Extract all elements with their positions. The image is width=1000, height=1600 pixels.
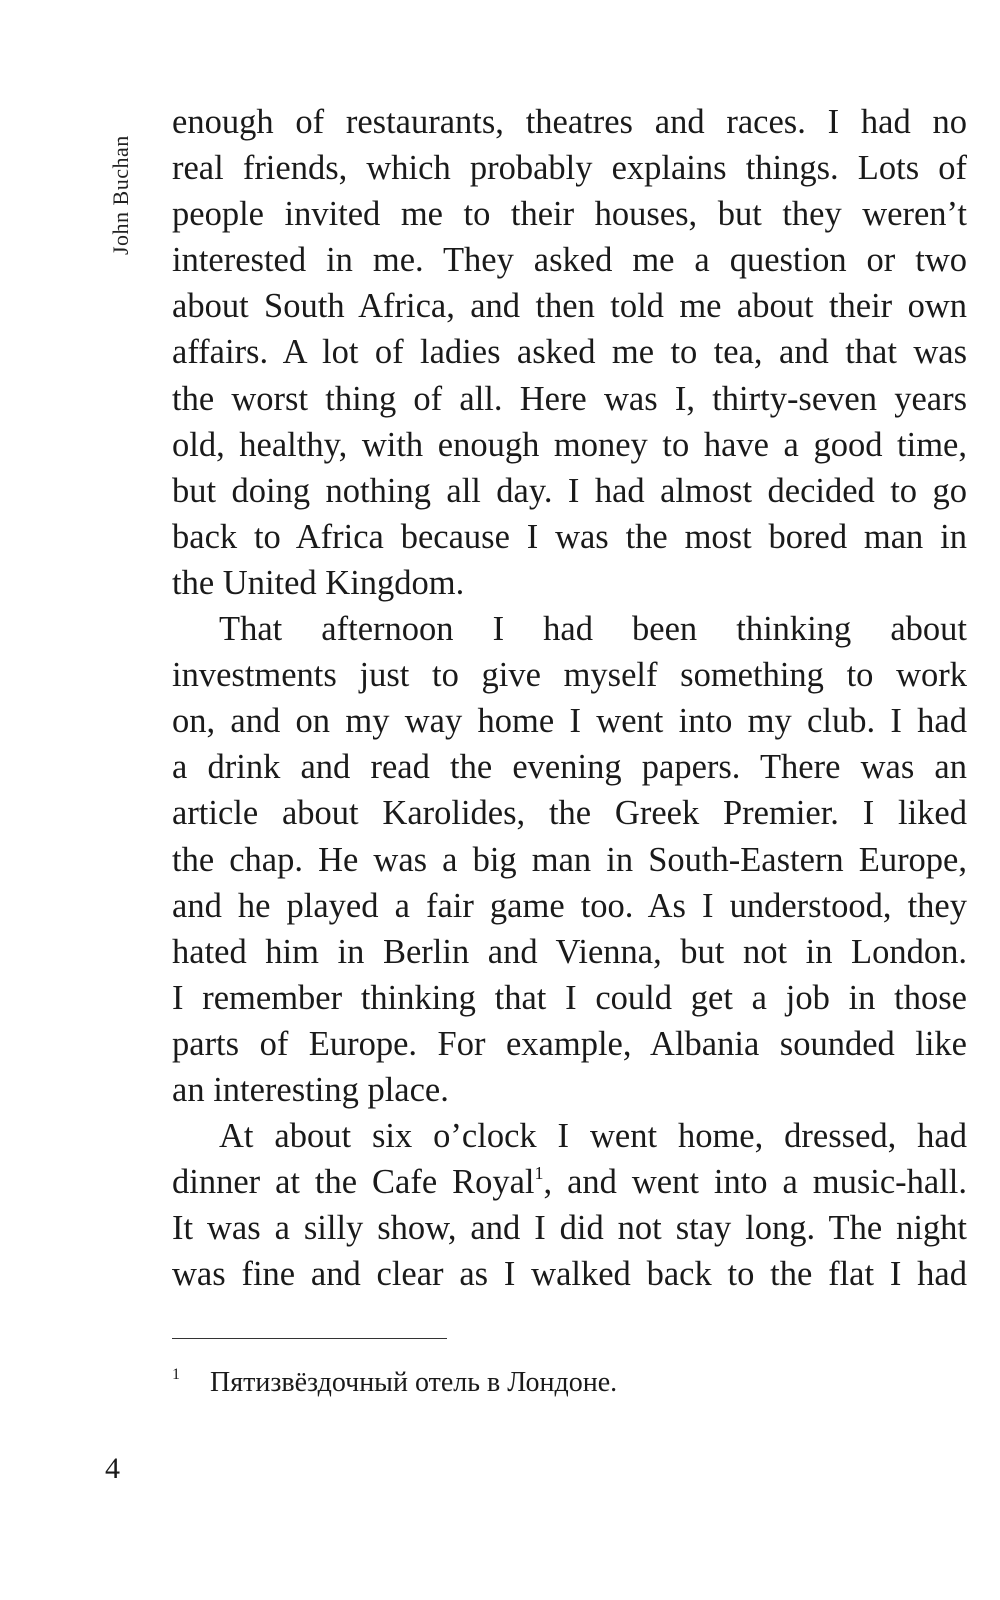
- text-line: but doing nothing all day. I had almost decided to go: [172, 471, 967, 510]
- text-line: real friends, which probably explains things. Lots of: [172, 149, 967, 188]
- running-head-author: John Buchan: [108, 135, 133, 255]
- page-number: 4: [105, 1452, 120, 1485]
- text-line: on, and on my way home I went into my club. I had: [172, 702, 967, 741]
- text-line: an interesting place.: [172, 1070, 449, 1109]
- text-segment: , and went into a music-hall.: [543, 1163, 967, 1202]
- text-line: and he played a fair game too. As I understood, they: [172, 886, 967, 925]
- footnote-text: Пятизвёздочный отель в Лондоне.: [210, 1367, 618, 1398]
- footnote-divider: [172, 1338, 447, 1339]
- text-line: old, healthy, with enough money to have a good time,: [172, 425, 967, 464]
- text-line: was fine and clear as I walked back to the flat I had: [172, 1255, 967, 1294]
- text-line: the worst thing of all. Here was I, thirty-seven years: [172, 379, 967, 418]
- text-line: the United Kingdom.: [172, 563, 465, 602]
- text-line: It was a silly show, and I did not stay long. The night: [172, 1209, 967, 1248]
- text-line: interested in me. They asked me a question or two: [172, 241, 967, 280]
- text-segment: dinner at the Cafe Royal: [172, 1163, 535, 1202]
- text-line: back to Africa because I was the most bored man in: [172, 517, 967, 556]
- text-line: That afternoon I had been thinking about: [219, 610, 967, 649]
- body-text: [172, 99, 967, 1297]
- footnote-marker: 1: [172, 1366, 180, 1383]
- text-line: people invited me to their houses, but they weren’t: [172, 195, 967, 234]
- text-line: enough of restaurants, theatres and races. I had no: [172, 103, 967, 141]
- text-line: investments just to give myself something to work: [172, 656, 967, 695]
- text-line: a drink and read the evening papers. There was an: [172, 748, 967, 787]
- text-line: article about Karolides, the Greek Premier. I liked: [172, 794, 967, 833]
- text-line-with-footnote: [172, 1159, 967, 1205]
- text-line: the chap. He was a big man in South-Eastern Europe,: [172, 840, 967, 879]
- text-line: At about six o’clock I went home, dressed, had: [219, 1117, 967, 1156]
- text-line: about South Africa, and then told me about their own: [172, 287, 967, 326]
- text-line: I remember thinking that I could get a job in those: [172, 978, 967, 1017]
- text-line: hated him in Berlin and Vienna, but not in London.: [172, 932, 967, 971]
- footnote: [172, 1358, 617, 1400]
- footnote-reference: 1: [534, 1163, 544, 1184]
- text-line: parts of Europe. For example, Albania sounded like: [172, 1024, 967, 1063]
- text-line: affairs. A lot of ladies asked me to tea, and that was: [172, 333, 967, 372]
